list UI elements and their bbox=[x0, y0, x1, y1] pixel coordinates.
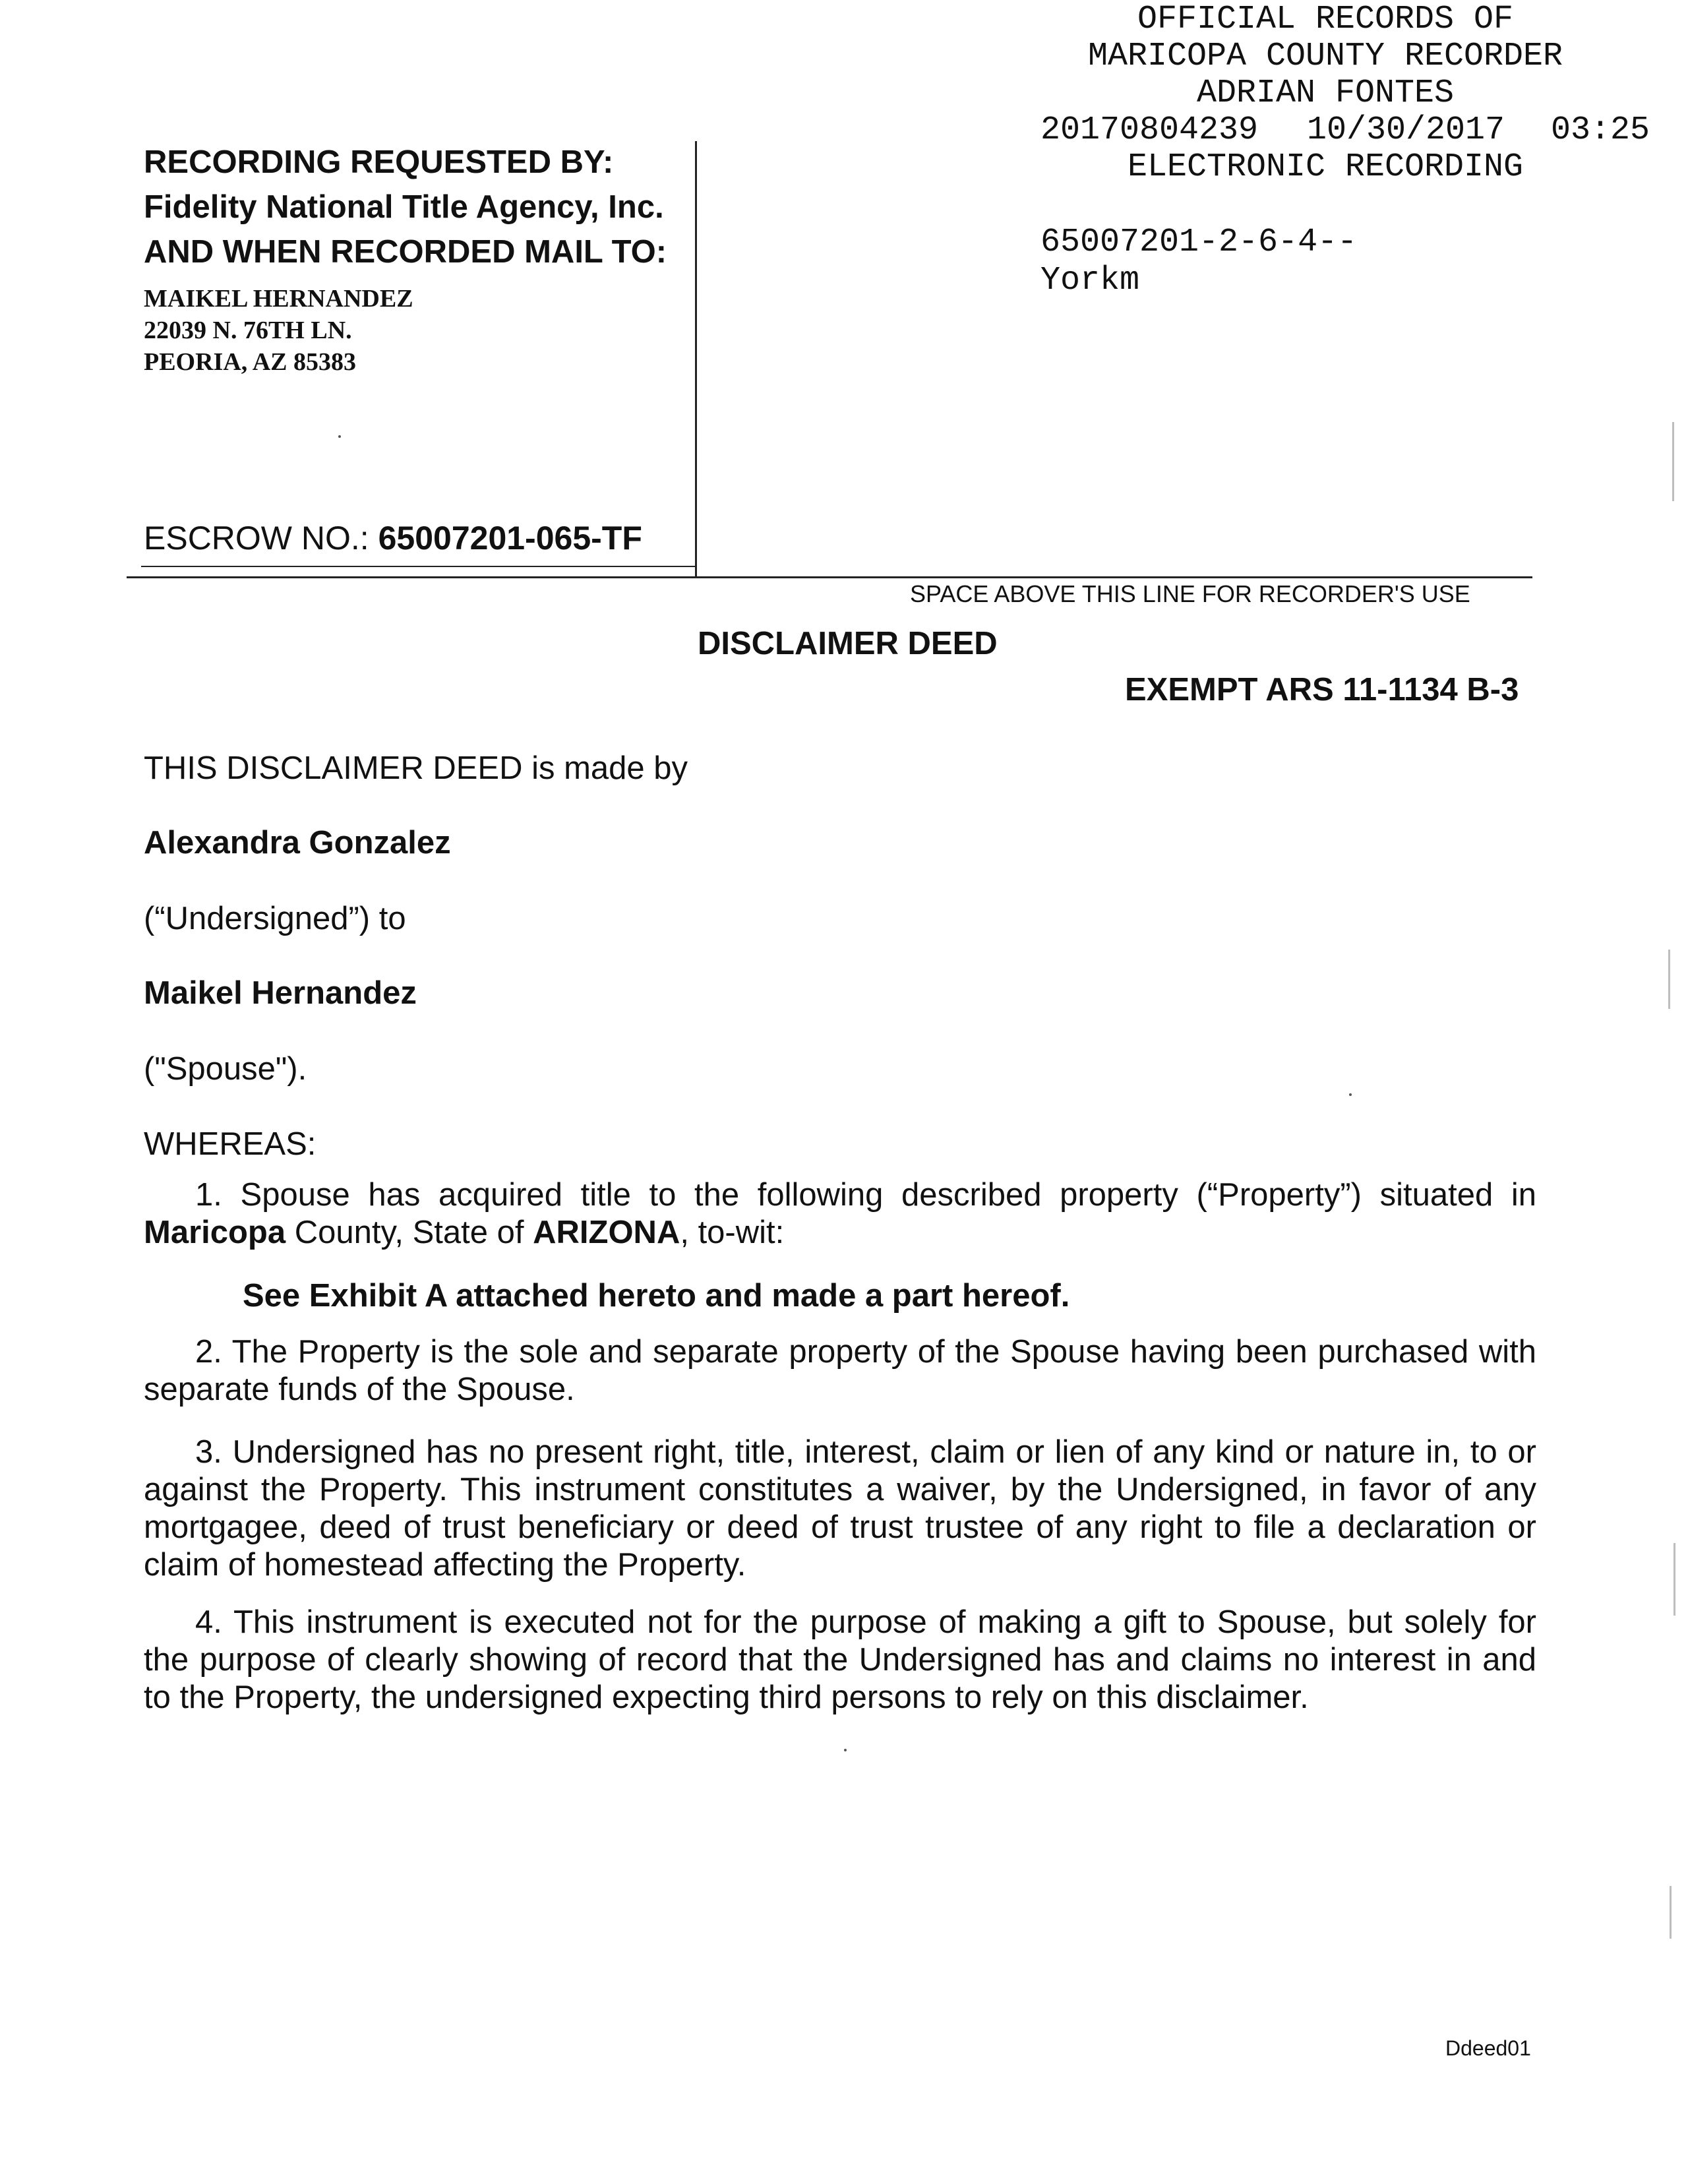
grantor-role: (“Undersigned”) to bbox=[144, 901, 406, 936]
recorder-use-note: SPACE ABOVE THIS LINE FOR RECORDER'S USE bbox=[910, 580, 1470, 607]
scan-edge-mark bbox=[1668, 950, 1670, 1009]
header-divider-vertical bbox=[695, 141, 697, 578]
escrow-label: ESCROW NO.: bbox=[144, 520, 369, 557]
recital-2-number: 2. bbox=[195, 1334, 222, 1370]
recital-1-county: Maricopa bbox=[144, 1215, 286, 1250]
scan-speck bbox=[1349, 1093, 1352, 1096]
recital-1 bbox=[144, 1176, 1536, 1252]
recorder-doc-number: 20170804239 bbox=[1040, 111, 1259, 149]
recital-1-text: Spouse has acquired title to the following described property (“Property”) situated in bbox=[240, 1177, 1536, 1213]
mail-to-city: PEORIA, AZ 85383 bbox=[144, 348, 356, 376]
scan-edge-mark bbox=[1670, 1886, 1672, 1939]
recorder-file-ref: 65007201-2-6-4-- bbox=[1040, 224, 1358, 261]
recorder-clerk: Yorkm bbox=[1040, 262, 1140, 299]
recital-2-text: The Property is the sole and separate property of the Spouse having been purchased with separate funds of the Spouse. bbox=[144, 1334, 1536, 1407]
recital-3 bbox=[144, 1434, 1536, 1584]
grantee-name: Maikel Hernandez bbox=[144, 975, 417, 1011]
scan-speck bbox=[338, 435, 341, 438]
scan-edge-mark bbox=[1673, 1543, 1675, 1616]
recital-4-text: This instrument is executed not for the purpose of making a gift to Spouse, but solely for the purpose of clearly showing of record that the Undersigned has and claims no interest in and to the Property, the undersigned expecting third persons to rely on this disclaimer. bbox=[144, 1604, 1536, 1715]
mail-to-label: AND WHEN RECORDED MAIL TO: bbox=[144, 234, 667, 270]
whereas-heading: WHEREAS: bbox=[144, 1126, 316, 1162]
mail-to-street: 22039 N. 76TH LN. bbox=[144, 317, 352, 344]
grantee-role: ("Spouse"). bbox=[144, 1051, 307, 1087]
recital-3-number: 3. bbox=[195, 1434, 222, 1470]
recorder-stamp-line-3: ADRIAN FONTES bbox=[1196, 75, 1455, 112]
recording-requested-by-label: RECORDING REQUESTED BY: bbox=[144, 144, 614, 180]
escrow-number bbox=[144, 518, 642, 558]
requesting-company: Fidelity National Title Agency, Inc. bbox=[144, 189, 664, 225]
mail-to-name: MAIKEL HERNANDEZ bbox=[144, 285, 413, 313]
form-code: Ddeed01 bbox=[1445, 2036, 1531, 2060]
exemption-code: EXEMPT ARS 11-1134 B-3 bbox=[1125, 672, 1519, 708]
recital-4 bbox=[144, 1604, 1536, 1716]
recital-1-state-label: County, State of bbox=[294, 1215, 524, 1250]
recorder-stamp-line-1: OFFICIAL RECORDS OF bbox=[1137, 1, 1514, 38]
exhibit-reference: See Exhibit A attached hereto and made a part hereof. bbox=[243, 1278, 1070, 1314]
recorder-date: 10/30/2017 bbox=[1307, 111, 1505, 149]
escrow-underline bbox=[141, 566, 696, 567]
recital-1-state: ARIZONA bbox=[533, 1215, 680, 1250]
scan-speck bbox=[844, 1749, 847, 1751]
recital-4-number: 4. bbox=[195, 1604, 222, 1640]
recital-1-tail: , to-wit: bbox=[680, 1215, 785, 1250]
recorder-space-line bbox=[127, 576, 1532, 578]
recital-2 bbox=[144, 1333, 1536, 1409]
recorder-stamp-line-2: MARICOPA COUNTY RECORDER bbox=[1087, 38, 1563, 75]
recital-3-text: Undersigned has no present right, title, interest, claim or lien of any kind or nature in, to or against the Property. This instrument constitutes a waiver, by the Undersigned, in favor of any mortgagee, deed of trust beneficiary or deed of trust trustee of any right to file a declaration or claim of homestead affecting the Property. bbox=[144, 1434, 1536, 1583]
recorder-time: 03:25 bbox=[1551, 111, 1650, 149]
scan-edge-mark bbox=[1672, 422, 1674, 501]
recital-1-number: 1. bbox=[195, 1177, 222, 1213]
deed-intro: THIS DISCLAIMER DEED is made by bbox=[144, 750, 688, 786]
document-title: DISCLAIMER DEED bbox=[698, 626, 998, 661]
escrow-value: 65007201-065-TF bbox=[378, 520, 642, 557]
recorder-stamp-line-5: ELECTRONIC RECORDING bbox=[1127, 148, 1524, 186]
grantor-name: Alexandra Gonzalez bbox=[144, 825, 451, 861]
